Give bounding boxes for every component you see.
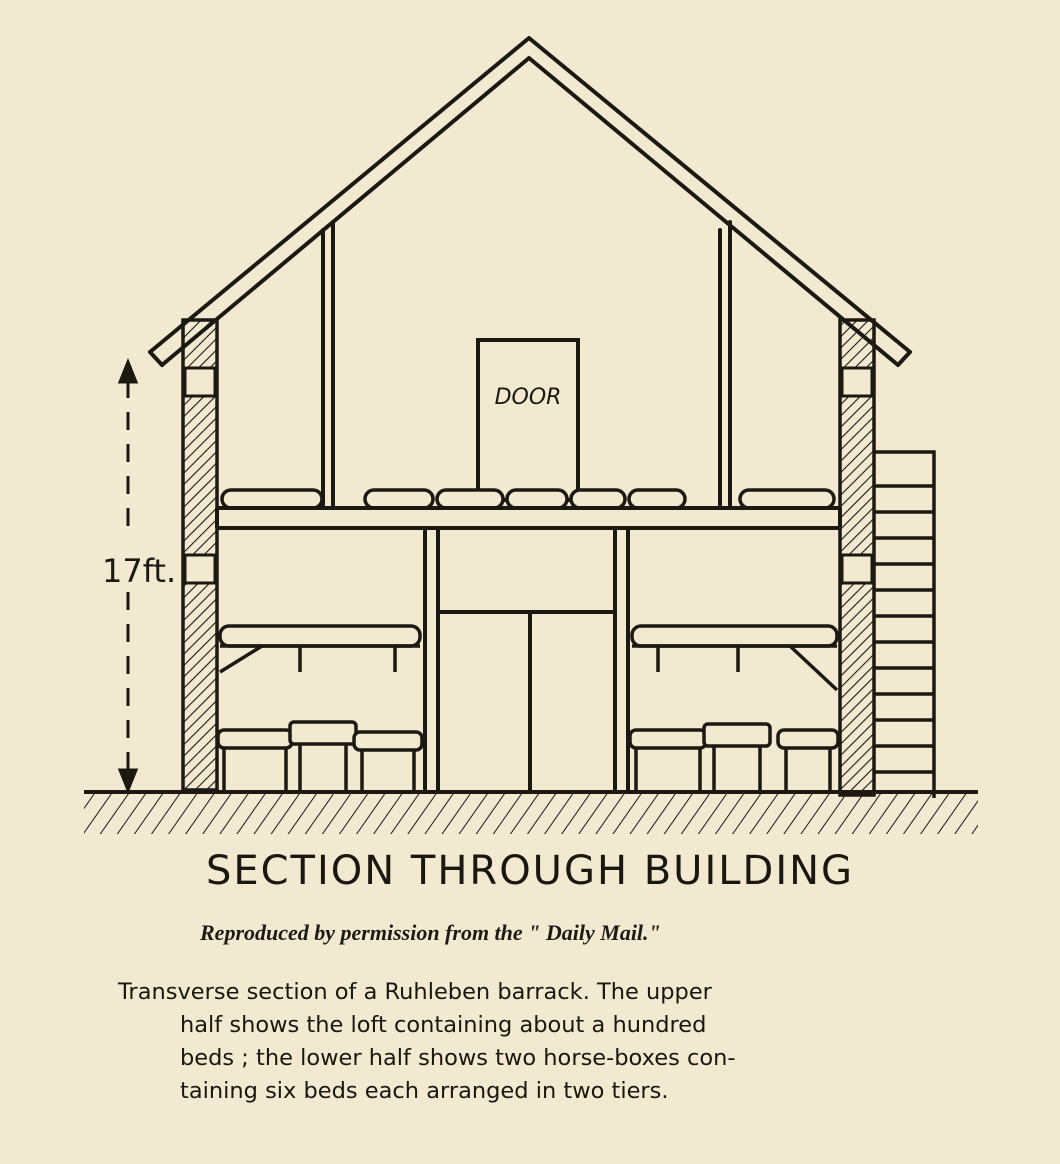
height-label: 17ft.	[102, 552, 177, 590]
figure-title: SECTION THROUGH BUILDING	[205, 848, 855, 894]
wall-left	[183, 320, 217, 790]
wall-right	[840, 320, 874, 795]
figure-caption	[118, 976, 968, 1108]
caption-line: half shows the loft containing about a hundred	[180, 1012, 707, 1038]
door-label: DOOR	[494, 385, 562, 410]
caption-line: Transverse section of a Ruhleben barrack. The upper	[118, 979, 712, 1005]
loft-door	[478, 340, 578, 500]
roof	[150, 38, 910, 365]
loft-floor	[217, 508, 840, 528]
ground	[84, 792, 978, 834]
figure-credit: Reproduced by permission from the " Daily Mail."	[200, 920, 661, 945]
caption-line: beds ; the lower half shows two horse-boxes con-	[180, 1045, 736, 1071]
ground-floor-partitions	[425, 528, 628, 792]
loft-beds	[222, 490, 834, 508]
caption-line: taining six beds each arranged in two tiers.	[180, 1078, 669, 1104]
height-dimension	[102, 362, 176, 790]
external-stair	[874, 452, 934, 798]
